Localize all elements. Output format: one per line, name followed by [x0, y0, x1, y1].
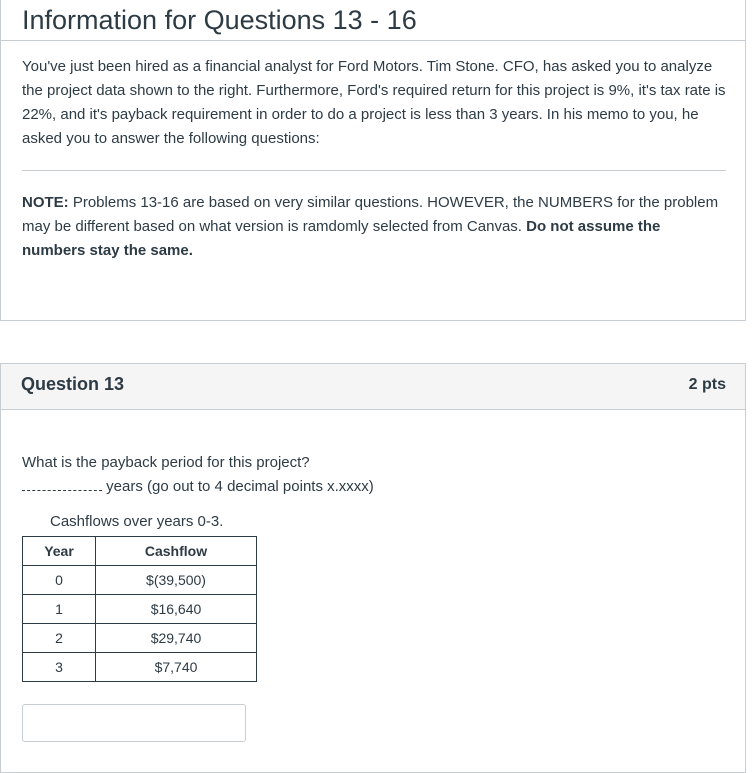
question-prompt: What is the payback period for this project?: [22, 454, 310, 471]
info-panel: [0, 0, 746, 321]
question-points: 2 pts: [688, 376, 726, 393]
cashflow-cell: $7,740: [96, 653, 257, 682]
note-emphasis: Do not assume the numbers stay the same.: [22, 218, 661, 259]
answer-input[interactable]: [22, 704, 246, 742]
question-title: Question 13: [21, 374, 125, 394]
column-header-year: Year: [23, 537, 96, 566]
question-text: [22, 451, 374, 499]
note-paragraph: [22, 191, 727, 263]
question-card: [0, 363, 746, 773]
question-header: [1, 364, 745, 410]
cashflow-cell: $(39,500): [96, 566, 257, 595]
blank-suffix: years (go out to 4 decimal points x.xxxx): [102, 478, 374, 495]
table-row: [23, 566, 257, 595]
answer-blank: [22, 479, 102, 491]
year-cell: 3: [23, 653, 96, 682]
year-cell: 2: [23, 624, 96, 653]
question-blank-line: [22, 475, 374, 499]
intro-paragraph: You've just been hired as a financial analyst for Ford Motors. Tim Stone. CFO, has asked you to analyze the project data shown to the right. Furthermore, Ford's required return for this project is 9%, it's tax rate is 22%, and it's payback requirement in order to do a project is less than 3 years. In his memo to you, he asked you to answer the following questions:: [22, 58, 726, 147]
table-row: [23, 595, 257, 624]
title-divider: [1, 40, 746, 41]
table-row: [23, 653, 257, 682]
note-label: NOTE:: [22, 194, 69, 211]
year-cell: 0: [23, 566, 96, 595]
cashflow-cell: $16,640: [96, 595, 257, 624]
column-header-cashflow: Cashflow: [96, 537, 257, 566]
note-text: Problems 13-16 are based on very similar questions. HOWEVER, the NUMBERS for the problem may be different based on what version is ramdomly selected from Canvas.: [22, 194, 719, 235]
year-cell: 1: [23, 595, 96, 624]
cashflow-cell: $29,740: [96, 624, 257, 653]
table-header-row: [23, 537, 257, 566]
cashflow-table: [22, 536, 257, 682]
info-title: Information for Questions 13 - 16: [22, 5, 417, 35]
table-caption: Cashflows over years 0-3.: [50, 513, 224, 530]
table-row: [23, 624, 257, 653]
section-divider: [22, 170, 726, 171]
